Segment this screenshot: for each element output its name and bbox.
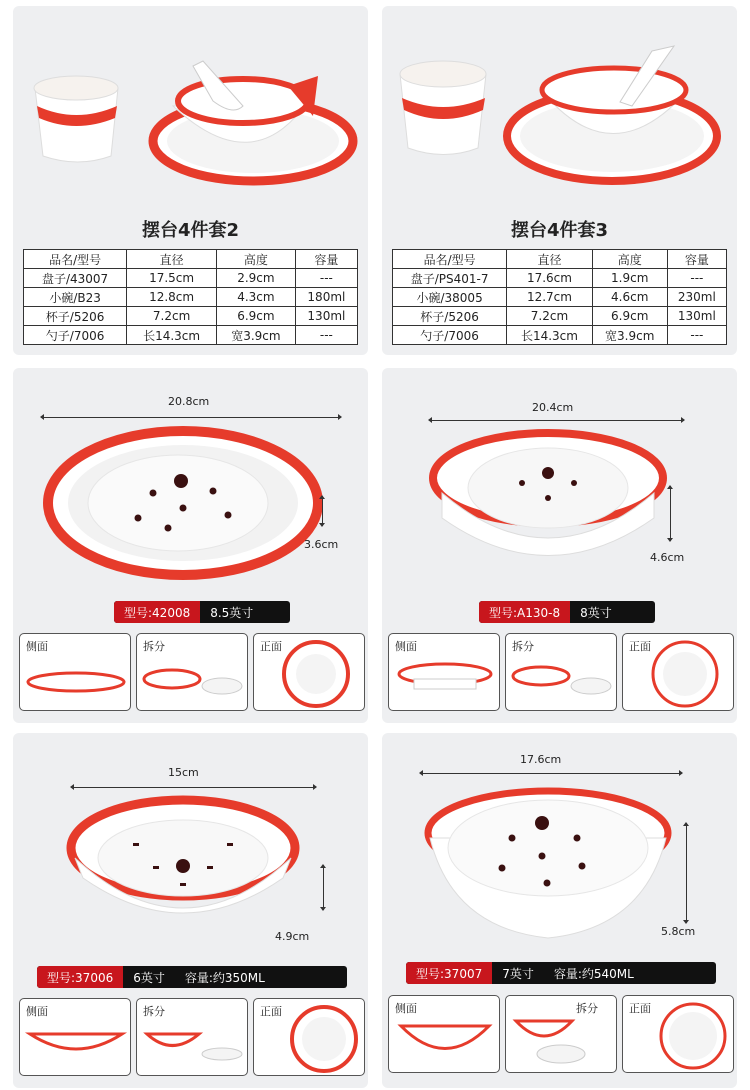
table-row: 小碗/B23 12.8cm 4.3cm 180ml (24, 288, 358, 307)
height-label: 4.6cm (650, 551, 685, 564)
height-arrow (670, 486, 671, 541)
product-A130-8-panel (382, 368, 737, 723)
size-label: 8.5英寸 (210, 605, 254, 620)
width-arrow (41, 417, 341, 418)
width-label: 20.8cm (168, 395, 210, 408)
model-banner (114, 601, 290, 623)
width-label: 15cm (168, 766, 199, 779)
thumb-front: 正面 (253, 633, 365, 711)
thumb-front: 正面 (622, 633, 734, 711)
front-view-photo (623, 634, 734, 711)
model-label: 型号:37006 (37, 966, 123, 988)
size-label: 8英寸 (580, 605, 612, 620)
set3-title: 摆台4件套3 (510, 220, 609, 241)
thumb-side: 侧面 (388, 995, 500, 1073)
thumb-split: 拆分 (136, 998, 248, 1076)
set3-spec-table (392, 249, 727, 345)
product-37006-panel (13, 733, 368, 1088)
split-view-photo (137, 999, 248, 1076)
side-view-photo (20, 999, 131, 1076)
side-view-photo (389, 634, 500, 711)
set2-title: 摆台4件套2 (141, 220, 240, 241)
split-view-photo (506, 634, 617, 711)
capacity-label: 容量:约540ML (553, 966, 634, 981)
split-view-photo (137, 634, 248, 711)
set2-product-photo (13, 6, 368, 196)
height-arrow (686, 823, 687, 923)
front-view-photo (623, 996, 734, 1073)
table-row: 勺子/7006 长14.3cm 宽3.9cm --- (393, 326, 727, 345)
steamer-bowl-photo (13, 788, 368, 958)
set3-panel (382, 6, 737, 355)
width-label: 17.6cm (520, 753, 562, 766)
table-row: 杯子/5206 7.2cm 6.9cm 130ml (393, 307, 727, 326)
size-label: 7英寸 (502, 966, 534, 981)
width-arrow (420, 773, 682, 774)
side-view-photo (389, 996, 500, 1073)
table-header-row: 品名/型号 直径 高度 容量 (24, 250, 358, 269)
size-label: 6英寸 (133, 970, 165, 985)
table-row: 勺子/7006 长14.3cm 宽3.9cm --- (24, 326, 358, 345)
model-label: 型号:42008 (114, 601, 200, 623)
thumb-side: 侧面 (19, 998, 131, 1076)
model-label: 型号:A130-8 (479, 601, 570, 623)
steamer-plate-photo (382, 423, 737, 593)
table-row: 小碗/38005 12.7cm 4.6cm 230ml (393, 288, 727, 307)
thumb-front: 正面 (253, 998, 365, 1076)
height-arrow (323, 865, 324, 910)
capacity-label: 容量:约350ML (184, 970, 265, 985)
product-42008-panel (13, 368, 368, 723)
steamer-plate-photo (13, 423, 368, 593)
product-37007-panel (382, 733, 737, 1088)
width-arrow (429, 420, 684, 421)
table-row: 盘子/43007 17.5cm 2.9cm --- (24, 269, 358, 288)
side-view-photo (20, 634, 131, 711)
height-label: 5.8cm (661, 925, 696, 938)
table-row: 盘子/PS401-7 17.6cm 1.9cm --- (393, 269, 727, 288)
table-row: 杯子/5206 7.2cm 6.9cm 130ml (24, 307, 358, 326)
set2-panel (13, 6, 368, 355)
set3-product-photo (382, 6, 737, 196)
model-label: 型号:37007 (406, 962, 492, 984)
height-label: 4.9cm (275, 930, 310, 943)
split-view-photo (506, 996, 617, 1073)
width-label: 20.4cm (532, 401, 574, 414)
thumb-side: 侧面 (388, 633, 500, 711)
thumb-side: 侧面 (19, 633, 131, 711)
thumb-split: 拆分 (505, 633, 617, 711)
model-banner (406, 962, 716, 984)
set2-spec-table (23, 249, 358, 345)
thumb-split: 拆分 (136, 633, 248, 711)
front-view-photo (254, 634, 365, 711)
height-arrow (322, 496, 323, 526)
model-banner (37, 966, 347, 988)
model-banner (479, 601, 655, 623)
thumb-split: 拆分 (505, 995, 617, 1073)
table-header-row: 品名/型号 直径 高度 容量 (393, 250, 727, 269)
height-label: 3.6cm (304, 538, 339, 551)
front-view-photo (254, 999, 365, 1076)
thumb-front: 正面 (622, 995, 734, 1073)
